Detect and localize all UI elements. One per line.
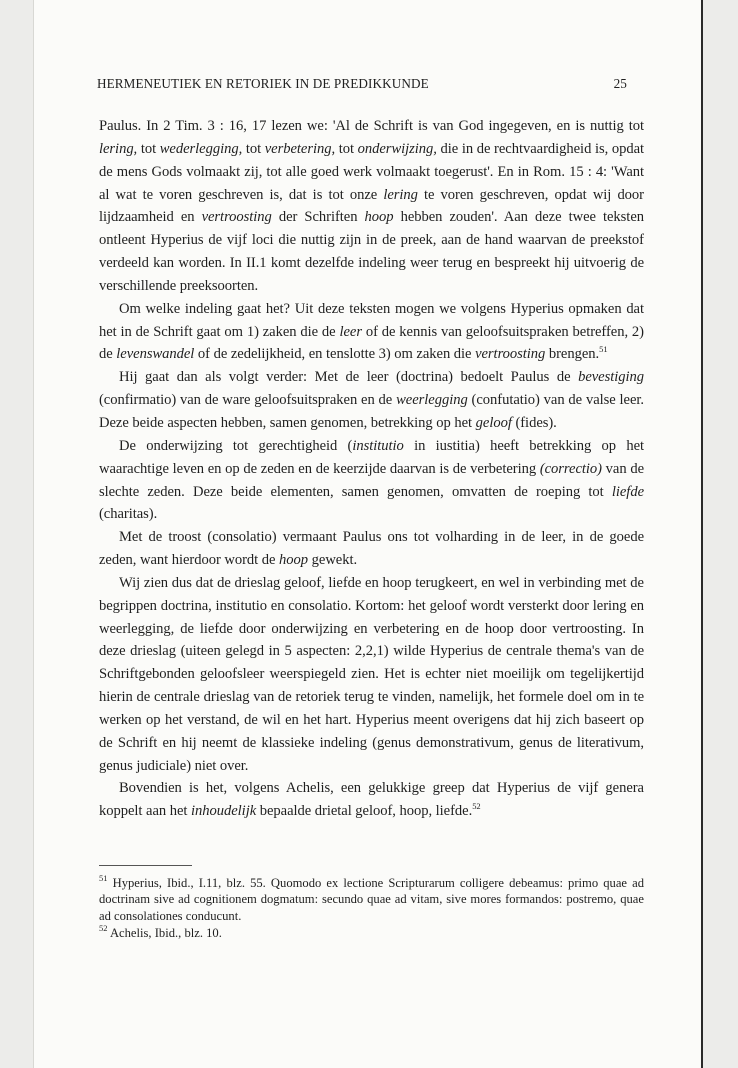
- italic-term: lering,: [99, 140, 138, 157]
- text-run: Met de troost (consolatio) vermaant Paulus ons tot volharding in de leer, in de goede zeden, want hierdoor wordt de: [99, 529, 644, 569]
- italic-term: vertroosting: [475, 346, 546, 363]
- italic-term: (correctio): [539, 460, 602, 477]
- footnote-51: [99, 875, 644, 924]
- footnote-ref-52[interactable]: 52: [472, 801, 481, 812]
- footnote-text: Achelis, Ibid., blz. 10.: [107, 926, 222, 941]
- italic-term: weerlegging: [396, 392, 468, 409]
- italic-term: bevestiging: [578, 369, 644, 386]
- text-run: (confutatio) van de valse leer. Deze beide aspecten hebben, samen genomen, betrekking op het: [99, 392, 645, 431]
- running-header: [97, 76, 627, 92]
- text-run: tot: [137, 140, 160, 157]
- paragraph-5: [99, 526, 644, 572]
- italic-term: geloof: [475, 414, 512, 431]
- paragraph-6: Wij zien dus dat de drieslag geloof, liefde en hoop terugkeert, en wel in verbinding met de begrippen doctrina, institutio en consolatio. Kortom: het geloof wordt versterkt door lering en weerlegging, de liefde door onderwijzing en verbetering en de hoop door vertroosting. In deze drieslag (uiteen gelegd in 5 aspecten: 2,2,1) wilde Hyperius de centrale thema's van de Schriftgebonden geloofsleer weerspiegeld zien. Het is echter niet moeilijk om tegelijkertijd hierin de centrale drieslag van de retoriek terug te vinden, namelijk, het formele doel om in te werken op het verstand, de wil en het hart. Hyperius meent overigens dat hij zich baseert op de Schrift en hij neemt de klassieke indeling (genus demonstrativum, genus de literativum, genus judiciale) niet over.: [99, 574, 644, 774]
- footnote-ref-51[interactable]: 51: [599, 344, 608, 355]
- page-number: 25: [613, 76, 627, 91]
- text-run: Paulus. In 2 Tim. 3 : 16, 17 lezen we: 'Al de Schrift is van God ingegeven, en is nuttig tot: [99, 118, 644, 134]
- text-run: hebben zouden'. Aan deze twee teksten ontleent Hyperius de vijf loci die nuttig zijn in de preek, aan de hand waarvan de preekstof verdeeld kan worden. In II.1 komt dezelfde indeling weer terug en bespreekt hij uitvoerig de verschillende preeksoorten.: [99, 209, 644, 294]
- italic-term: leer: [339, 323, 362, 340]
- footnote-text: Hyperius, Ibid., I.11, blz. 55. Quomodo ex lectione Scripturarum colligere debeamus: primo quae ad doctrinam sive ad cognitionem dogmatum: secundo quae ad vitam, sive mores formandos: postremo, quae ad consolationes conducunt.: [99, 876, 644, 923]
- text-run: van de slechte zeden. Deze beide elementen, samen genomen, omvatten de roeping tot: [99, 460, 644, 500]
- italic-term: hoop: [279, 552, 309, 569]
- text-run: brengen.: [545, 346, 600, 363]
- text-run: De onderwijzing tot gerechtigheid (: [119, 437, 353, 454]
- text-run: in iustitia) heeft betrekking op het waarachtige leven en op de zeden en de keerzijde daarvan is de verbetering: [99, 437, 644, 477]
- italic-term: wederlegging,: [159, 140, 243, 157]
- paragraph-7: [99, 777, 644, 823]
- text-run: (fides).: [511, 414, 557, 431]
- italic-term: levenswandel: [116, 346, 195, 363]
- paragraph-4: [99, 435, 644, 526]
- text-run: te voren geschreven, opdat wij door lijdzaamheid en: [99, 186, 644, 226]
- footnote-number: 52: [99, 923, 108, 934]
- text-run: (charitas).: [99, 506, 158, 523]
- body-text: [99, 115, 644, 823]
- text-run: tot: [335, 140, 358, 157]
- text-run: tot: [242, 140, 265, 157]
- text-run: die in de rechtvaardigheid is, opdat de mens Gods volmaakt zij, tot alle goed werk volmaakt toegerust'. En in Rom. 15 : 4: 'Want al wat te voren geschreven is, dat is tot onze: [99, 140, 645, 203]
- footnotes: [99, 875, 644, 943]
- italic-term: vertroosting: [201, 209, 272, 226]
- paragraph-3: [99, 366, 644, 435]
- italic-term: inhoudelijk: [191, 803, 257, 820]
- italic-term: verbetering,: [264, 140, 336, 157]
- italic-term: institutio: [352, 437, 404, 454]
- text-run: Bovendien is het, volgens Achelis, een gelukkige greep dat Hyperius de vijf genera koppelt aan het: [99, 780, 644, 820]
- footnote-separator: [99, 865, 192, 866]
- paragraph-2: [99, 298, 644, 367]
- italic-term: liefde: [611, 483, 644, 500]
- footnote-52: [99, 925, 644, 941]
- text-run: Hij gaat dan als volgt verder: Met de leer (doctrina) bedoelt Paulus de: [119, 369, 579, 386]
- text-run: of de kennis van geloofsuitspraken betreffen, 2) de: [99, 323, 644, 363]
- text-run: bepaalde drietal geloof, hoop, liefde.: [256, 803, 473, 820]
- italic-term: hoop: [364, 209, 394, 226]
- text-run: der Schriften: [271, 209, 365, 226]
- italic-term: lering: [383, 186, 418, 203]
- paragraph-1: [99, 115, 644, 298]
- page-edge: [701, 0, 703, 1068]
- text-run: Om welke indeling gaat het? Uit deze teksten mogen we volgens Hyperius opmaken dat het in de Schrift gaat om 1) zaken die de: [99, 300, 644, 340]
- footnote-number: 51: [99, 873, 108, 883]
- text-run: of de zedelijkheid, en tenslotte 3) om zaken die: [194, 346, 476, 363]
- text-run: gewekt.: [308, 552, 358, 569]
- text-run: (confirmatio) van de ware geloofsuitspraken en de: [99, 392, 397, 409]
- italic-term: onderwijzing,: [357, 140, 437, 157]
- running-header-title: HERMENEUTIEK EN RETORIEK IN DE PREDIKKUNDE: [97, 76, 429, 91]
